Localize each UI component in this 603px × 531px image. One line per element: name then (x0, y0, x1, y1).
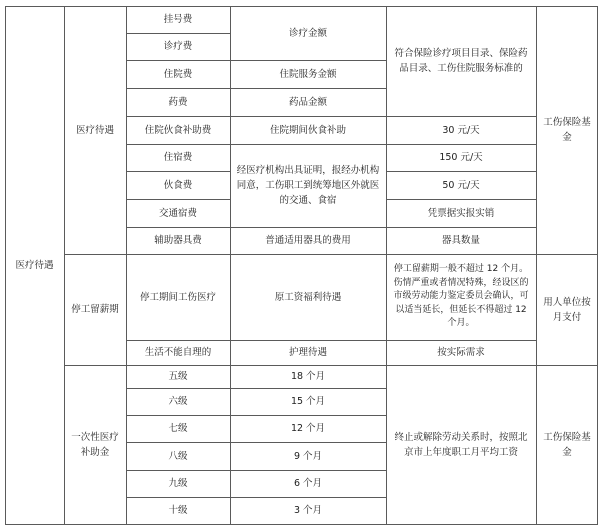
item-hospital-fee: 住院费 (163, 68, 193, 80)
condition-food-rate: 50 元/天 (442, 179, 480, 191)
item-self-care-inability: 生活不能自理的 (144, 347, 212, 358)
item-stop-work-medical: 停工期间工伤医疗 (139, 291, 216, 303)
condition-stop-period: 停工留薪期一般不超过 12 个月。伤情严重或者情况特殊，经设区的市级劳动能力鉴定委员会确认，可以适当延长，但延长不得超过 12 个月。 (393, 264, 529, 329)
item-food-fee: 伙食费 (163, 179, 193, 191)
grade-months: 9 个月 (293, 450, 323, 462)
grade-months: 18 个月 (290, 371, 326, 382)
item-lodging-fee: 住宿费 (163, 152, 193, 163)
category-medical-treatment: 医疗待遇 (15, 260, 54, 271)
grade-label: 九级 (168, 478, 188, 489)
standard-drug-total: 药品金额 (288, 96, 327, 108)
item-meal-subsidy: 住院伙食补助费 (144, 124, 212, 136)
item-transport-fee: 交通宿费 (158, 207, 197, 219)
standard-hospital-service: 住院服务金额 (279, 68, 337, 80)
col-divider-6 (597, 6, 598, 525)
grade-months: 12 个月 (290, 423, 326, 434)
standard-assistive-devices: 普通适用器具的费用 (265, 235, 351, 246)
item-assistive-device-fee: 辅助器具费 (154, 235, 202, 246)
standard-nursing: 护理待遇 (288, 347, 327, 358)
condition-receipts: 凭票据实报实销 (427, 207, 495, 219)
grade-label: 八级 (168, 450, 188, 462)
condition-termination: 终止或解除劳动关系时，按照北京市上年度职工月平均工资 (394, 432, 528, 458)
standard-original-welfare: 原工资福利待遇 (274, 291, 342, 303)
grade-label: 七级 (168, 423, 188, 434)
item-registration-fee: 挂号费 (163, 14, 193, 25)
col-divider-4 (386, 6, 387, 525)
payer-injury-fund-lump: 工伤保险基金 (543, 432, 591, 458)
col-divider-5 (536, 6, 537, 525)
sub-category-medical: 医疗待遇 (75, 124, 114, 136)
condition-meal-rate: 30 元/天 (442, 124, 480, 136)
condition-actual-need: 按实际需求 (437, 347, 485, 358)
item-diagnosis-fee: 诊疗费 (163, 41, 193, 52)
condition-device-quantity: 器具数量 (441, 235, 480, 246)
grade-months: 6 个月 (293, 478, 323, 489)
condition-lodging-rate: 150 元/天 (439, 152, 483, 163)
item-drug-fee: 药费 (168, 96, 188, 108)
grade-label: 六级 (168, 396, 188, 407)
sub-category-lump-sum: 一次性医疗补助金 (71, 432, 119, 458)
sub-category-work-stop: 停工留薪期 (71, 304, 119, 315)
standard-meal-subsidy: 住院期间伙食补助 (269, 124, 346, 136)
condition-catalog: 符合保险诊疗项目目录、保险药品目录、工伤住院服务标准的 (394, 48, 528, 74)
standard-external-treatment: 经医疗机构出具证明，报经办机构同意，工伤职工到统筹地区外就医的交通、食宿 (236, 165, 380, 206)
payer-employer: 用人单位按月支付 (543, 296, 591, 323)
grade-months: 3 个月 (293, 505, 323, 516)
grade-label: 十级 (168, 505, 188, 516)
grade-label: 五级 (168, 371, 188, 382)
payer-injury-fund: 工伤保险基金 (543, 117, 591, 143)
grade-months: 15 个月 (290, 396, 326, 407)
standard-diagnosis-total: 诊疗金额 (288, 27, 327, 39)
